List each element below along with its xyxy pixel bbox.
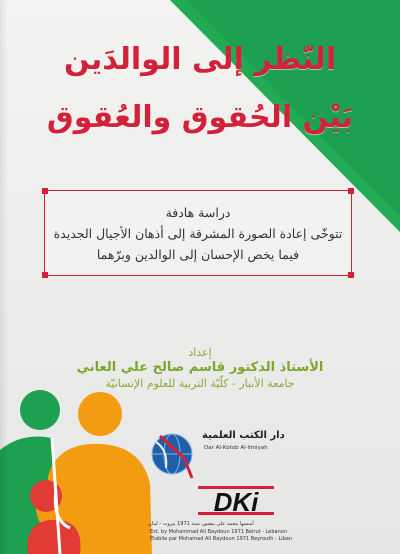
author-affiliation: جامعة الأنبار - كلّيّة التربية للعلوم الإنسانيّة [105,377,295,390]
publisher-line-english-1: Est. by Mohammad Ali Baydoun 1971 Beirut - Lebanon [150,529,287,535]
publisher-logo-block [148,428,293,546]
box-corner-mark [348,188,354,194]
publisher-line-english-2: Établie par Mohamad Ali Baydoun 1971 Beyrouth - Liban [150,536,293,542]
box-corner-mark [348,272,354,278]
description-line-3: فيما يخص الإحسان إلى الوالدين وبرّهما [96,247,300,262]
description-line-1: دراسة هادفة [165,205,231,220]
author-label: إعداد [188,346,212,359]
description-box [44,190,352,276]
description-line-2: تتوخّى إعادة الصورة المشرقة إلى أذهان الأجيال الجديدة [53,226,343,241]
book-title-line-2: بَيْن الحُقوق والعُقوق [46,100,354,135]
publisher-name-english: Dar Al-Kotob Al-ilmiyah [204,445,268,451]
dki-logo [198,482,274,518]
book-title-line-1: النّظر إلى الوالدَين [64,42,336,77]
author-name: الأستاذ الدكتور قاسم صالح علي العاني [76,360,324,375]
dki-logo-text: DKi [213,487,259,517]
globe-icon [148,428,200,486]
publisher-name-arabic: دار الكتب العلمية [202,430,285,441]
box-corner-mark [42,272,48,278]
publisher-line-arabic: أسسها محمد علي بيضون سنة 1971 بيروت - لبنان [148,521,254,527]
family-illustration [0,380,170,554]
box-corner-mark [42,188,48,194]
